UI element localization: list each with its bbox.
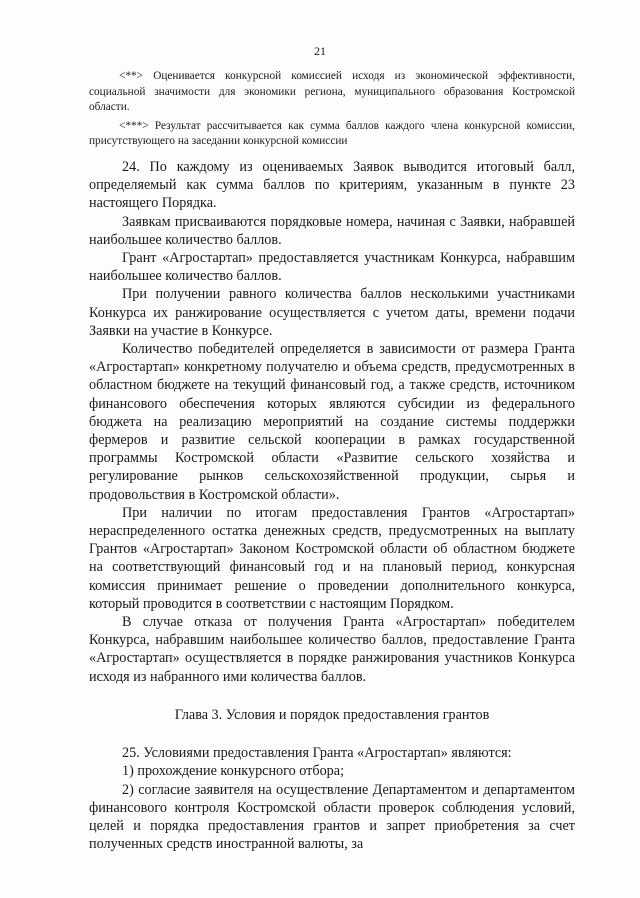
paragraph: При получении равного количества баллов несколькими участниками Конкурса их ранжирование осуществляется с учетом даты, времени подачи Заявки на участие в Конкурсе. <box>89 286 575 339</box>
footnote: <***> Результат рассчитывается как сумма баллов каждого члена конкурсной комиссии, присутствующего на заседании конкурсной комиссии <box>89 119 575 147</box>
page-number: 21 <box>314 44 326 58</box>
footnote: <**> Оценивается конкурсной комиссией исходя из экономической эффективности, социальной значимости для экономики региона, муниципального образования Костромской области. <box>89 70 575 113</box>
paragraph: 25. Условиями предоставления Гранта «Агростартап» являются: <box>122 745 512 762</box>
paragraph: В случае отказа от получения Гранта «Агростартап» победителем Конкурса, набравшим наибольшее количество баллов, предоставление Гранта «Агростартап» осуществляется в порядке ранжирования участников Конкурса исходя из набранного ими количества баллов. <box>89 614 575 685</box>
paragraph: Грант «Агростартап» предоставляется участникам Конкурса, набравшим наибольшее количество баллов. <box>89 250 575 285</box>
paragraph: 1) прохождение конкурсного отбора; <box>122 763 345 780</box>
chapter-heading: Глава 3. Условия и порядок предоставления грантов <box>174 706 490 723</box>
paragraph: Заявкам присваиваются порядковые номера, начиная с Заявки, набравшей наибольшее количество баллов. <box>89 213 575 248</box>
paragraph: 2) согласие заявителя на осуществление Департаментом и департаментом финансового контроля Костромской области проверок соблюдения условий, целей и порядка предоставления грантов и запрет приобретения за счет полученных средств иностранной валюты, за <box>89 781 575 853</box>
document-body <box>89 158 575 853</box>
paragraph: 24. По каждому из оцениваемых Заявок выводится итоговый балл, определяемый как сумма баллов по критериям, указанным в пункте 23 настоящего Порядка. <box>89 159 575 212</box>
paragraph: При наличии по итогам предоставления Грантов «Агростартап» нераспределенного остатка денежных средств, предусмотренных на выплату Грантов «Агростартап» Законом Костромской области об областном бюджете на соответствующий финансовый год и на плановый период, конкурсная комиссия принимает решение о проведении дополнительного конкурса, который проводится в соответствии с настоящим Порядком. <box>89 504 575 612</box>
footnotes <box>89 69 575 153</box>
paragraph: Количество победителей определяется в зависимости от размера Гранта «Агростартап» конкретному получателю и объема средств, предусмотренных в областном бюджете на текущий финансовый год, а также средств, источником финансового обеспечения которых являются субсидии из федерального бюджета на реализацию мероприятий на создание системы поддержки фермеров и развитие сельской кооперации в рамках государственной программы Костромской области «Развитие сельского хозяйства и регулирование рынков сельскохозяйственной продукции, сырья и продовольствия в Костромской области». <box>89 341 575 503</box>
